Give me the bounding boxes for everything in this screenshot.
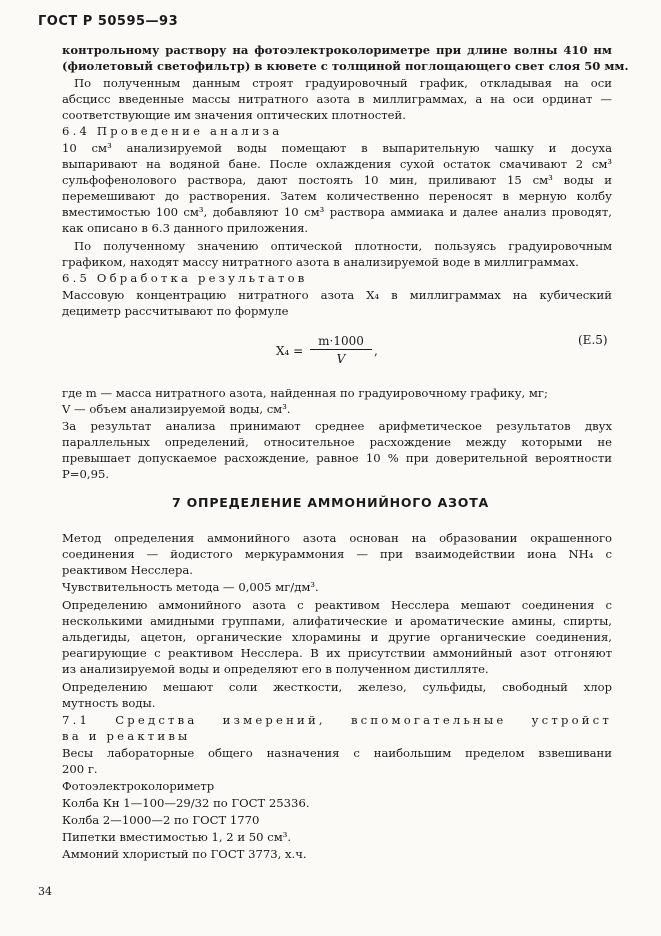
list-item: 200 г. xyxy=(62,762,98,776)
page-number: 34 xyxy=(38,885,52,898)
text-line: мутность воды. xyxy=(62,696,156,710)
text-line: контрольному раствору на фотоэлектроколориметре при длине волны 410 нм xyxy=(62,43,612,57)
text-line: Массовую концентрацию нитратного азота X₄ в миллиграммах на кубический xyxy=(62,288,612,302)
section-title: 7 ОПРЕДЕЛЕНИЕ АММОНИЙНОГО АЗОТА xyxy=(171,495,490,510)
subsection-title: 7.1 Средства измерений, вспомогательные устройст xyxy=(62,713,612,727)
text-line: соответствующие им значения оптических плотностей. xyxy=(62,108,406,122)
list-item: Аммоний хлористый по ГОСТ 3773, х.ч. xyxy=(62,847,307,861)
text-line: как описано в 6.3 данного приложения. xyxy=(62,221,309,235)
formula-lhs: X₄ = xyxy=(276,344,304,358)
text-line: За результат анализа принимают среднее арифметическое результатов двух xyxy=(62,419,612,433)
text-line: соединения — йодистого меркураммония — при взаимодействии иона NH₄ с xyxy=(62,547,612,561)
page-header: ГОСТ Р 50595—93 xyxy=(38,14,179,29)
formula xyxy=(276,334,456,374)
text-line: По полученным данным строят градуировочный график, откладывая на оси xyxy=(74,76,612,90)
subsection-title: 6.5 Обработка результатов xyxy=(62,271,308,285)
text-line: альдегиды, ацетон, органические хлорамины и другие органические соединения, xyxy=(62,630,612,644)
text-line: Чувствительность метода — 0,005 мг/дм³. xyxy=(62,580,319,594)
text-line: реактивом Несслера. xyxy=(62,563,193,577)
list-item: Колба Кн 1—100—29/32 по ГОСТ 25336. xyxy=(62,796,310,810)
list-item: Фотоэлектроколориметр xyxy=(62,779,215,793)
text-line: реагирующие с реактивом Несслера. В их присутствии аммонийный азот отгоняют xyxy=(62,646,612,660)
text-line: несколькими амидными группами, алифатические и ароматические амины, спирты, xyxy=(62,614,612,628)
text-line: параллельных определений, относительное расхождение между которыми не xyxy=(62,435,612,449)
text-line: превышает допускаемое расхождение, равное 10 % при доверительной вероятности xyxy=(62,451,612,465)
text-line: 10 см³ анализируемой воды помещают в выпарительную чашку и досуха xyxy=(62,141,612,155)
text-line: (фиолетовый светофильтр) в кювете с толщиной поглощающего свет слоя 50 мм. xyxy=(62,59,629,73)
text-line: Определению аммонийного азота с реактивом Несслера мешают соединения с xyxy=(62,598,612,612)
text-line: выпаривают на водяной бане. После охлаждения сухой остаток смачивают 2 см³ xyxy=(62,157,612,171)
formula-fraction xyxy=(310,334,372,366)
text-line: Определению мешают соли жесткости, железо, сульфиды, свободный хлор xyxy=(62,680,612,694)
text-line: P=0,95. xyxy=(62,467,110,481)
text-line: перемешивают до растворения. Затем количественно переносят в мерную колбу xyxy=(62,189,612,203)
text-line: вместимостью 100 см³, добавляют 10 см³ раствора аммиака и далее анализ проводят, xyxy=(62,205,612,219)
list-item: Пипетки вместимостью 1, 2 и 50 см³. xyxy=(62,830,292,844)
list-item: Колба 2—1000—2 по ГОСТ 1770 xyxy=(62,813,260,827)
text-line: Метод определения аммонийного азота основан на образовании окрашенного xyxy=(62,531,612,545)
subsection-title: 6.4 Проведение анализа xyxy=(62,124,283,138)
text-line: графиком, находят массу нитратного азота в анализируемой воде в миллиграммах. xyxy=(62,255,579,269)
subsection-title: ва и реактивы xyxy=(62,729,191,743)
text-line: абсцисс введенные массы нитратного азота в миллиграммах, а на оси ординат — xyxy=(62,92,612,106)
equation-number: (Е.5) xyxy=(578,333,608,347)
text-line: дециметр рассчитывают по формуле xyxy=(62,304,289,318)
text-line: По полученному значению оптической плотности, пользуясь градуировочным xyxy=(74,239,612,253)
formula-numerator: m·1000 xyxy=(310,334,372,350)
text-line: V — объем анализируемой воды, см³. xyxy=(62,402,291,416)
text-line: где m — масса нитратного азота, найденная по градуировочному графику, мг; xyxy=(62,386,548,400)
text-line: из анализируемой воды и определяют его в полученном дистилляте. xyxy=(62,662,489,676)
text-line: сульфофенолового раствора, дают постоять 10 мин, приливают 15 см³ воды и xyxy=(62,173,612,187)
formula-denominator: V xyxy=(336,352,346,366)
list-item: Весы лабораторные общего назначения с наибольшим пределом взвешивани xyxy=(62,746,612,760)
formula-tail: , xyxy=(374,344,378,358)
